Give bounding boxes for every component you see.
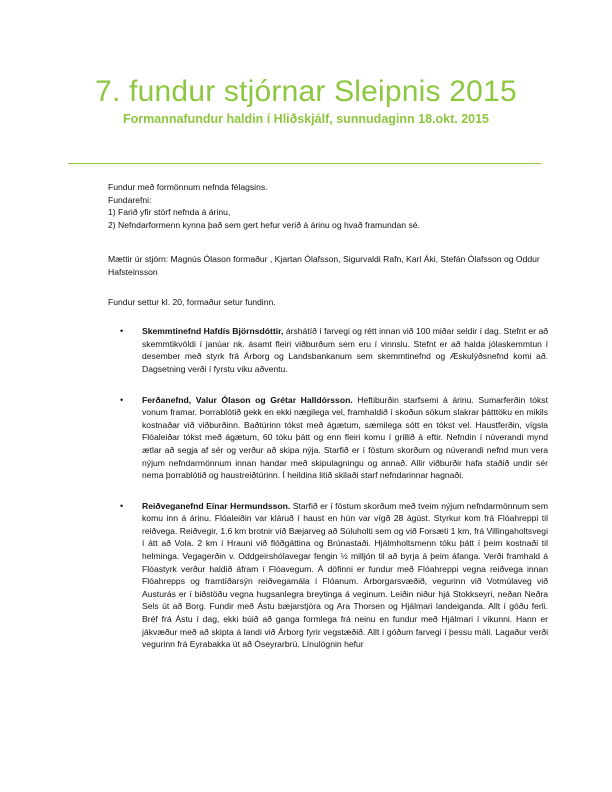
report-text: Heftiburðin starfsemi á árinu. Sumarferðin tókst vonum framar. Þorrablótið gekk en ekki nægilega vel, framhaldið í skoðun sökum slakrar þátttöku en mikils kostnaðar við viðburðinn. Baðtúrinn tókst með ágætum, sæmilega sótt en tókst vel. Haustferðin, vígsla Flóaleiðar tókst með ágætum, 60 tóku þátt og enn fleiri komu í grillið á eftir. Nefndin í núverandi mynd ætlar að segja af sér og verður að skipa nýja. Starfið er í föstum skorðum og núverandi nefnd mun vera nýjum nefndarmönnum innan handar með skipulagningu og annað. Allir viðburðir hafa staðið undir sér nema þorrablótið og haustreiðtúrinn. Í heildina litið skilaði starf nefndarinnar hagnaði.: [142, 394, 548, 481]
agenda-item: 1) Farið yfir störf nefnda á árinu,: [108, 207, 231, 218]
bullet-icon: •: [120, 500, 124, 511]
report-lead: Skemmtinefnd Hafdís Björnsdóttir,: [142, 326, 284, 337]
report-text: Starfið er í föstum skorðum með tveim nýjum nefndarmönnum sem komu inn á árinu. Flóaleiðin var kláruð í haust en hún var vígð 28 ágúst. Styrkur kom frá Flóahreppi til reiðvega. Reiðvegir, 1.6 km brotnir við Bæjarveg að Súluholti sem og við Forsæti 1 km, frá Villingaholtsvegi í átt að Vola. 2 km í Hrauni við flóðgáttina og Brúnastaði. Hjálmholtsmenn tóku þátt í þeim kostnaði til helminga. Vegagerðin v. Oddgeirshólavegar fengin ½ milljón til að byrja á þeim áfanga. Verði framhald á Flóastyrk verður haldið áfram í Flóavegum. Á döfinni er fundur með Flóahreppi vegna reiðvega innan Flóahrepps og framtíðarsýn reiðvegamála í Flóanum. Árborgarsvæðið, vegurinn við Votmúlaveg við Austurás er í biðstöðu vegna hugsanlegra breytinga á veginum. Leiðin niður hjá Stokkseyri, neðan Neðra Sels út að Borg. Fundir með Ástu bæjarstjóra og Ara Thorsen og Hjálmari landeiganda. Allt í góðu ferli. Bréf frá Ástu í dag, ekki búið að ganga formlega frá neinu en fundur með Hjálmari í vikunni. Hann er jákvæður með að skipta á landi við Árborg fyrir vegstæðið. Allt í góðum farvegi í þessu máli. Lagaður verði vegurinn frá Eyrabakka út að Óseyrarbrú. Línulögnin hefur: [142, 500, 548, 650]
document-body: [108, 181, 548, 651]
header-divider: [68, 163, 541, 164]
report-item: [108, 394, 548, 482]
intro-line: Fundarefni:: [108, 194, 152, 205]
page-subtitle: Formannafundur haldin í Hliðskjálf, sunnudaginn 18.okt. 2015: [122, 112, 490, 126]
meeting-opening: Fundur settur kl. 20, formaður setur fundinn.: [108, 296, 276, 307]
report-item: [108, 325, 548, 375]
intro-line: Fundur með formönnum nefnda félagsins.: [108, 182, 268, 192]
report-text: árshátíð í farvegi og rétt innan við 100 miðar seldir í dag. Stefnt er að skemmtikvöldi í janúar nk. ásamt fleiri viðburðum sem eru í vinnslu. Stefnt er að halda jólaskemmtun í desember með styrk frá Árborg og Landsbankanum sem skemmtinefnd og Æskulýðsnefnd komi að. Dagsetning verði í fyrstu viku aðventu.: [142, 326, 548, 374]
page-title: 7. fundur stjórnar Sleipnis 2015: [95, 75, 517, 108]
bullet-icon: •: [120, 394, 124, 405]
report-item: [108, 500, 548, 651]
attendees: Mættir úr stjórn: Magnús Ólason formaður , Kjartan Ólafsson, Sigurvaldi Rafn, Karl Áki, Stefán Ólafsson og Oddur Hafsteinsson: [108, 254, 540, 277]
report-lead: Reiðveganefnd Einar Hermundsson.: [142, 500, 291, 511]
committee-reports: [108, 325, 548, 651]
agenda-item: 2) Nefndarformenn kynna það sem gert hefur verið á árinu og hvað framundan sé.: [108, 219, 420, 230]
bullet-icon: •: [120, 326, 124, 337]
report-lead: Ferðanefnd, Valur Ólason og Grétar Halldórsson.: [142, 394, 353, 405]
